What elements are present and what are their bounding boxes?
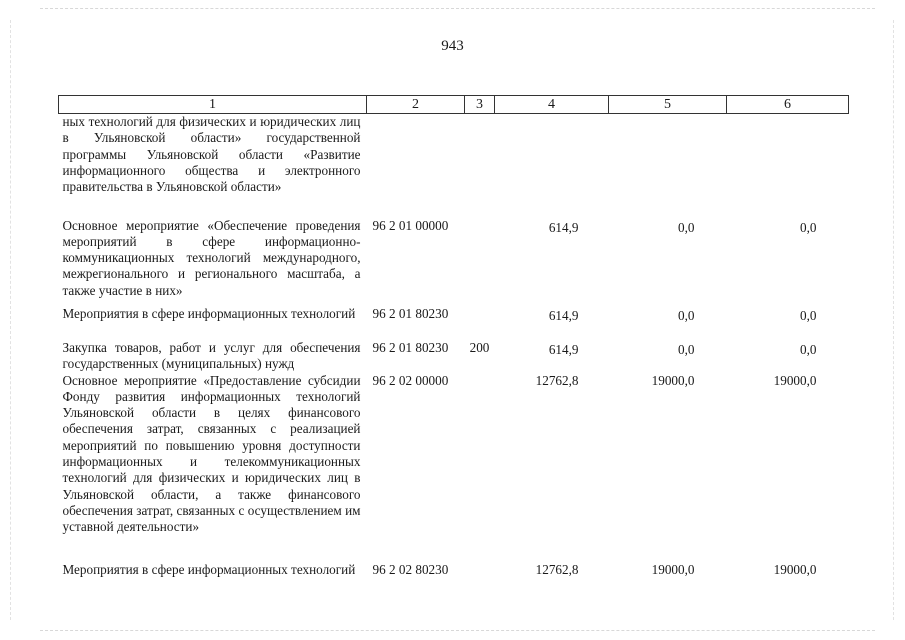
row-description: ных технологий для физических и юридических лиц в Ульяновской области» государственной программы Ульяновской области «Развитие информационного общества и электронного правительства в Ульяновской области» (62, 114, 361, 195)
row-amount-year-1 (495, 340, 609, 373)
row-code: 96 2 01 00000 (372, 217, 449, 233)
row-expense-type (465, 114, 495, 218)
row-amount-year-2: 19000,0 (651, 561, 695, 577)
header-col-3: 3 (465, 96, 495, 114)
row-code: 96 2 01 80230 (372, 339, 449, 355)
header-col-6: 6 (727, 96, 849, 114)
row-amount-year-3: 19000,0 (773, 561, 817, 577)
table-row (59, 218, 849, 306)
row-expense-type (465, 306, 495, 340)
header-row (59, 96, 849, 114)
table-header (59, 96, 849, 114)
scan-artifact-right (893, 20, 894, 620)
row-amount-year-1 (495, 306, 609, 340)
row-expense-type: 200 (469, 339, 490, 355)
row-expense-type (465, 218, 495, 306)
row-amount-year-1: 12762,8 (535, 372, 579, 388)
header-col-5: 5 (609, 96, 727, 114)
table-row (59, 340, 849, 373)
row-amount-year-2 (609, 306, 727, 340)
row-amount-year-3-value: 0,0 (800, 307, 817, 323)
scan-artifact-bottom (40, 630, 875, 631)
row-amount-year-1-value: 614,9 (548, 219, 579, 235)
header-col-2: 2 (367, 96, 465, 114)
row-amount-year-3-value: 0,0 (800, 341, 817, 357)
row-amount-year-3: 19000,0 (773, 372, 817, 388)
budget-table (58, 95, 849, 596)
row-amount-year-2: 19000,0 (651, 372, 695, 388)
row-amount-year-1-value: 614,9 (548, 307, 579, 323)
row-amount-year-3-value: 0,0 (800, 219, 817, 235)
header-col-1: 1 (59, 96, 367, 114)
row-expense-type (465, 562, 495, 596)
row-amount-year-3 (727, 340, 849, 373)
row-description: Закупка товаров, работ и услуг для обеспечения государственных (муниципальных) нужд (62, 339, 361, 371)
row-amount-year-2-value: 0,0 (678, 341, 695, 357)
scan-artifact-left (10, 20, 11, 620)
row-code: 96 2 02 80230 (372, 561, 449, 577)
row-amount-year-3 (727, 114, 849, 218)
row-amount-year-1: 12762,8 (535, 561, 579, 577)
row-expense-type (465, 373, 495, 562)
row-amount-year-2-value: 0,0 (678, 307, 695, 323)
row-amount-year-2-value: 0,0 (678, 219, 695, 235)
row-code: 96 2 02 00000 (372, 372, 449, 388)
table-row (59, 306, 849, 340)
table-row (59, 114, 849, 218)
row-amount-year-1 (495, 218, 609, 306)
row-amount-year-2 (609, 340, 727, 373)
table-body (59, 114, 849, 596)
table-row (59, 373, 849, 562)
row-amount-year-2 (609, 218, 727, 306)
row-amount-year-1 (495, 114, 609, 218)
row-amount-year-2 (609, 114, 727, 218)
row-description: Мероприятия в сфере информационных технологий (62, 305, 356, 321)
row-description: Основное мероприятие «Обеспечение проведения мероприятий в сфере информационно-коммуникационных технологий международного, межрегионального и регионального масштаба, а также участие в них» (62, 217, 361, 298)
row-code: 96 2 01 80230 (372, 305, 449, 321)
row-code (367, 114, 465, 218)
row-description: Основное мероприятие «Предоставление субсидии Фонду развития информационных технологий Ульяновской области в целях финансового обеспечения затрат, связанных с реализацией мероприятий по повышению уровня доступности информационных и телекоммуникационных технологий для физических и юридических лиц в Ульяновской области, а также финансового обеспечения затрат, связанных с осуществлением им уставной деятельности» (62, 372, 361, 535)
row-amount-year-3 (727, 218, 849, 306)
row-description: Мероприятия в сфере информационных технологий (62, 561, 356, 577)
row-amount-year-3 (727, 306, 849, 340)
row-amount-year-1-value: 614,9 (548, 341, 579, 357)
scan-artifact-top (40, 8, 875, 9)
header-col-4: 4 (495, 96, 609, 114)
table-row (59, 562, 849, 596)
page-number: 943 (441, 38, 464, 54)
